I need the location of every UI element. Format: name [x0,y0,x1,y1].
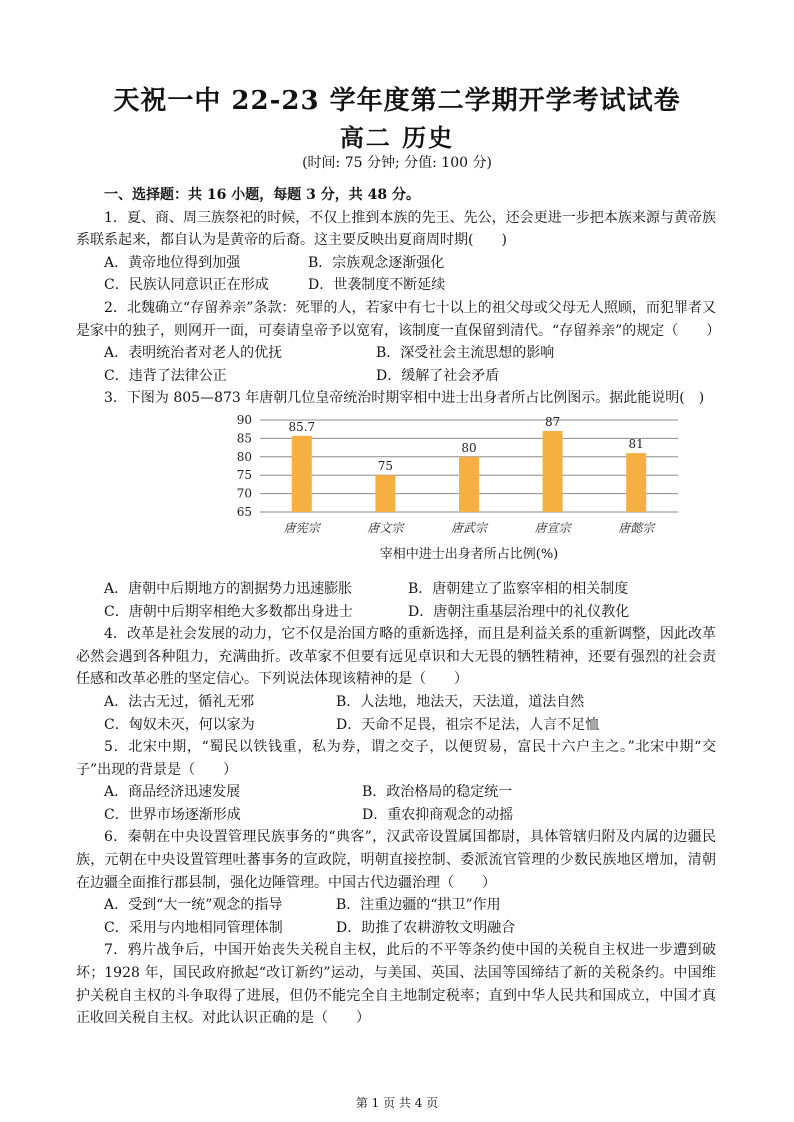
option-b: B．深受社会主流思想的影响 [376,345,555,362]
option-a: A．受到“大一统”观念的指导 [104,897,283,914]
y-tick-label: 65 [236,504,252,519]
question-6-options [76,894,716,917]
data-label: 85.7 [288,419,316,434]
option-a: A．法古无过，循礼无邪 [104,693,255,710]
option-b: B．注重边疆的“拱卫”作用 [336,897,501,914]
data-label: 87 [544,414,561,429]
bar-chart-container [76,410,716,578]
question-4-options-2 [76,714,716,737]
option-d: D．唐朝注重基层治理中的礼仪教化 [408,603,630,620]
y-tick-label: 90 [236,412,252,427]
option-d: D．天命不足畏，祖宗不足法，人言不足恤 [336,716,600,733]
x-tick-label: 唐武宗 [450,520,488,535]
question-7: 7．鸦片战争后，中国开始丧失关税自主权，此后的不平等条约使中国的关税自主权进一步遭到破坏；1928 年，国民政府掀起“改订新约”运动，与美国、英国、法国等国缔结了新的关税条约。中国维护关税自主权的斗争取得了进展，但仍不能完全自主地制定税率；直到中华人民共和国成立，中国才真正收回关税自主权。对此认识正确的是（ ） [76,942,716,1027]
question-4: 4．改革是社会发展的动力，它不仅是治国方略的重新选择，而且是利益关系的重新调整，因此改革必然会遇到各种阻力，充满曲折。改革家不但要有远见卓识和大无畏的牺牲精神，还要有强烈的社会责任感和改革必胜的坚定信心。下列说法体现该精神的是（ ） [76,626,716,688]
x-tick-label: 唐懿宗 [618,520,655,535]
question-1-options-2 [76,274,716,297]
option-b: B．人法地，地法天，天法道，道法自然 [336,693,585,710]
bar [375,475,395,512]
x-tick-label: 唐宪宗 [283,520,320,535]
exam-title: 天祝一中 22-23 学年度第二学期开学考试试卷 [113,86,681,116]
question-3-options [76,578,716,601]
question-2-options-2 [76,365,716,388]
option-a: A．唐朝中后期地方的割据势力迅速膨胀 [104,580,353,597]
x-tick-label: 唐宣宗 [534,520,571,535]
option-a: A．商品经济迅速发展 [104,784,241,801]
exam-content [76,184,721,1030]
option-c: C．采用与内地相同管理体制 [104,919,283,936]
bar [543,431,563,512]
option-d: D．重农抑商观念的动摇 [362,806,514,823]
question-5: 5．北宋中期，“蜀民以铁钱重，私为券，谓之交子，以便贸易，富民十六户主之。”北宋中期“交子”出现的背景是（ ） [76,739,716,778]
y-tick-label: 85 [236,431,252,446]
y-tick-label: 70 [236,486,252,501]
option-a: A．黄帝地位得到加强 [104,254,241,271]
bar [459,457,479,512]
question-6: 6．秦朝在中央设置管理民族事务的“典客”，汉武帝设置属国都尉，具体管辖归附及内属的边疆民族，元朝在中央设置管理吐蕃事务的宣政院，明朝直接控制、委派流官管理的少数民族地区增加，清朝在边疆全面推行郡县制，强化边陲管理。中国古代边疆治理（ ） [76,829,716,891]
option-d: D．世袭制度不断延续 [308,277,446,294]
y-tick-label: 80 [236,449,252,464]
option-c: C．匈奴未灭，何以家为 [104,716,255,733]
question-1-options [76,252,716,275]
data-label: 80 [461,440,477,455]
question-2-options [76,342,716,365]
option-b: B．唐朝建立了监察宰相的相关制度 [408,580,629,597]
exam-subject: 高二 历史 [339,123,455,152]
option-b: B．政治格局的稳定统一 [362,784,513,801]
page-footer: 第 1 页 共 4 页 [355,1096,439,1110]
section-heading: 一、选择题：共 16 小题，每题 3 分，共 48 分。 [104,187,420,203]
question-2: 2．北魏确立“存留养亲”条款：死罪的人，若家中有七十以上的祖父母或父母无人照顾，而犯罪者又是家中的独子，则网开一面，可奏请皇帝予以宽宥，该制度一直保留到清代。“存留养亲”的规定（ ） [76,299,721,339]
option-d: D．缓解了社会矛盾 [376,367,500,384]
option-a: A．表明统治者对老人的优抚 [104,345,283,362]
question-1: 1．夏、商、周三族祭祀的时候，不仅上推到本族的先王、先公，还会更进一步把本族来源与黄帝族系联系起来，都自认为是黄帝的后裔。这主要反映出夏商周时期( ) [76,209,716,249]
option-c: C．唐朝中后期宰相绝大多数都出身进士 [104,603,353,620]
bar [292,436,312,512]
option-d: D．助推了农耕游牧文明融合 [336,919,516,936]
question-3-options-2 [76,601,716,624]
question-3: 3．下图为 805—873 年唐朝几位皇帝统治时期宰相中进士出身者所占比例图示。据此能说明( ) [104,390,705,407]
y-tick-label: 75 [236,468,252,483]
option-b: B．宗族观念逐渐强化 [308,254,445,271]
question-6-options-2 [76,917,716,940]
x-axis-label: 宰相中进士出身者所占比例(%) [379,546,559,562]
option-c: C．民族认同意识正在形成 [104,277,269,294]
question-5-options-2 [76,804,716,827]
option-c: C．违背了法律公正 [104,367,227,384]
question-5-options [76,781,716,804]
option-c: C．世界市场逐渐形成 [104,806,241,823]
question-4-options [76,691,716,714]
bar-chart [216,412,686,574]
x-tick-label: 唐文宗 [367,520,404,535]
data-label: 81 [628,437,644,452]
exam-time-info: (时间: 75 分钟; 分值: 100 分) [302,155,492,171]
data-label: 75 [377,459,394,474]
bar [626,453,646,512]
